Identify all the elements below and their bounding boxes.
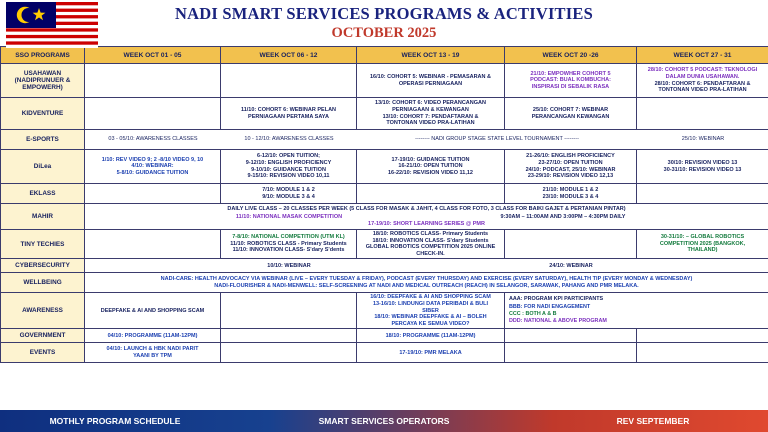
cell-awareness-w2 <box>221 293 357 329</box>
cell-kidventure-w3: 13/10: COHORT 6: VIDEO PERANCANGAN PERNIAGAAN & KEWANGAN 13/10: COHORT 7: PENDAFTARAN & TONTONAN VIDEO PRA-LATIHAN <box>357 98 505 130</box>
col-header-week3: WEEK OCT 13 - 19 <box>357 47 505 64</box>
cell-tiny-w1 <box>85 230 221 259</box>
col-header-sso: SSO PROGRAMS <box>1 47 85 64</box>
cell-government-w3: 18/10: PROGRAMME (11AM-12PM) <box>357 329 505 343</box>
cell-dilea-w3: 17-19/10: GUIDANCE TUITION 16-21/10: OPEN TUITION 16-22/10: REVISION VIDEO 11,12 <box>357 150 505 184</box>
cell-eklass-w1 <box>85 184 221 204</box>
col-header-week2: WEEK OCT 06 - 12 <box>221 47 357 64</box>
col-header-week4: WEEK OCT 20 -26 <box>505 47 637 64</box>
cell-cyber-right: 24/10: WEBINAR <box>549 262 593 269</box>
wellbeing-line-2: NADI-FLOURISHER & NADI-MENWELL: SELF-SCREENING AT NADI AND MEDICAL OUTREACH (REACH) IN SELANGOR, SARAWAK, PAHANG AND PMR MELAKA. <box>214 282 639 289</box>
cell-esports-w1: 03 - 05/10: AWARENESS CLASSES <box>108 136 198 143</box>
cell-esports-tournament: -------- NADI GROUP STAGE STATE LEVEL TOURNAMENT -------- <box>415 136 579 143</box>
table-header-row <box>1 47 768 64</box>
table-row <box>1 64 768 98</box>
row-label-esports: E-SPORTS <box>1 130 85 150</box>
cell-esports-all <box>85 130 768 150</box>
col-header-week1: WEEK OCT 01 - 05 <box>85 47 221 64</box>
cell-government-w4 <box>505 329 637 343</box>
title-line-2: OCTOBER 2025 <box>331 25 437 41</box>
table-row <box>1 130 768 150</box>
cell-events-w5 <box>637 343 768 363</box>
cell-awareness-w1: DEEPFAKE & AI AND SHOPPING SCAM <box>85 293 221 329</box>
cell-cyber-all <box>85 259 768 273</box>
footer-center: SMART SERVICES OPERATORS <box>318 416 450 426</box>
cell-cyber-left: 10/10: WEBINAR <box>267 262 311 269</box>
cell-eklass-w2: 7/10: MODULE 1 & 2 9/10: MODULE 3 & 4 <box>221 184 357 204</box>
wellbeing-line-1: NADI-CARE: HEALTH ADVOCACY VIA WEBINAR (LIVE – EVERY TUESDAY & FRIDAY), PODCAST (EVERY THURSDAY) AND EXERCISE (EVERY SATURDAY), HEALTH TIP (EVERY MONDAY & WEDNESDAY) <box>160 276 693 283</box>
cell-kidventure-w5 <box>637 98 768 130</box>
cell-mahir-all <box>85 204 768 230</box>
cell-dilea-w4: 21-26/10: ENGLISH PROFICIENCY 23-27/10: OPEN TUITION 24/10: PODCAST, 25/10: WEBINAR 23-29/10: REVISION VIDEO 12,13 <box>505 150 637 184</box>
cell-kidventure-w2: 11/10: COHORT 6: WEBINAR PELAN PERNIAGAAN PERTAMA SAYA <box>221 98 357 130</box>
mahir-banner-1: DAILY LIVE CLASS – 20 CLASSES PER WEEK (5 CLASS FOR MASAK & JAHIT, 4 CLASS FOR FOTO, 3 CLASS FOR BAIKI GAJET & PERTANIAN PINTAR) <box>227 206 626 213</box>
table-row <box>1 98 768 130</box>
document-footer <box>0 410 768 432</box>
mahir-banner-2-right: 9:30AM – 11:00AM AND 3:00PM – 4:30PM DAILY <box>500 213 626 220</box>
document-header <box>0 0 768 46</box>
cell-wellbeing-all <box>85 273 768 293</box>
row-label-dilea: DiLea <box>1 150 85 184</box>
schedule-table <box>0 46 768 363</box>
table-row <box>1 343 768 363</box>
cell-tiny-w5: 30-31/10: – GLOBAL ROBOTICS COMPETITION 2025 (BANGKOK, THAILAND) <box>637 230 768 259</box>
cell-kidventure-w4: 25/10: COHORT 7: WEBINAR PERANCANGAN KEWANGAN <box>505 98 637 130</box>
cell-esports-w2: 10 - 12/10: AWARENESS CLASSES <box>244 136 334 143</box>
row-label-cybersecurity: CYBERSECURITY <box>1 259 85 273</box>
footer-right: REV SEPTEMBER <box>616 416 690 426</box>
cell-usahawan-w1 <box>85 64 221 98</box>
cell-tiny-w2: 7-8/10: NATIONAL COMPETITION (UTM KL) 11/10: ROBOTICS CLASS - Primary Students 11/10: INNOVATION CLASS- S'dary S'dents <box>221 230 357 259</box>
cell-eklass-w5 <box>637 184 768 204</box>
table-row <box>1 184 768 204</box>
cell-eklass-w4: 21/10: MODULE 1 & 2 23/10: MODULE 3 & 4 <box>505 184 637 204</box>
cell-kidventure-w1 <box>85 98 221 130</box>
row-label-kidventure: KIDVENTURE <box>1 98 85 130</box>
row-label-events: EVENTS <box>1 343 85 363</box>
cell-events-w4 <box>505 343 637 363</box>
table-row <box>1 230 768 259</box>
cell-usahawan-w3: 16/10: COHORT 5: WEBINAR - PEMASARAN & OPERASI PERNIAGAAN <box>357 64 505 98</box>
cell-events-w1: 04/10: LAUNCH & HBK NADI PARIT YAANI BY TPM <box>85 343 221 363</box>
legend-block <box>505 293 768 329</box>
malaysia-flag-icon <box>6 2 98 48</box>
cell-government-w2 <box>221 329 357 343</box>
legend-bbb: BBB: FOR NADI ENGAGEMENT <box>509 303 591 310</box>
row-label-awareness: AWARENESS <box>1 293 85 329</box>
title-line-1: NADI SMART SERVICES PROGRAMS & ACTIVITIES <box>175 4 593 23</box>
cell-events-w2 <box>221 343 357 363</box>
cell-dilea-w1: 1/10: REV VIDEO 9; 2 -8/10 VIDEO 9, 10 4/10: WEBINAR: 5-8/10: GUIDANCE TUITION <box>85 150 221 184</box>
mahir-banner-2-left: 11/10: NATIONAL MASAK COMPETITION <box>235 213 343 220</box>
table-row <box>1 329 768 343</box>
table-row <box>1 259 768 273</box>
cell-dilea-w5: 30/10: REVISION VIDEO 13 30-31/10: REVISION VIDEO 13 <box>637 150 768 184</box>
table-row <box>1 293 768 329</box>
legend-aaa: AAA: PROGRAM KPI PARTICIPANTS <box>509 296 604 303</box>
legend-ccc: CCC : BOTH A & B <box>509 310 557 317</box>
mahir-banner-3: 17-19/10: SHORT LEARNING SERIES @ PMR <box>368 221 485 228</box>
cell-usahawan-w4: 21/10: EMPOWHER COHORT 5 PODCAST: BUAL KOMBUCHA: INSPIRASI DI SEBALIK RASA <box>505 64 637 98</box>
row-label-wellbeing: WELLBEING <box>1 273 85 293</box>
table-row <box>1 273 768 293</box>
table-row <box>1 204 768 230</box>
footer-left: MOTHLY PROGRAM SCHEDULE <box>49 416 181 426</box>
cell-events-w3: 17-19/10: PMR MELAKA <box>357 343 505 363</box>
table-row <box>1 150 768 184</box>
cell-usahawan-w2 <box>221 64 357 98</box>
cell-government-w1: 04/10: PROGRAMME (11AM-12PM) <box>85 329 221 343</box>
cell-usahawan-w5: 28/10: COHORT 5 PODCAST: TEKNOLOGI DALAM DUNIA USAHAWAN. 28/10: COHORT 6: PENDAFTARAN & TONTONAN VIDEO PRA-LATIHAN <box>637 64 768 98</box>
col-header-week5: WEEK OCT 27 - 31 <box>637 47 768 64</box>
legend-ddd: DDD: NATIONAL & ABOVE PROGRAM <box>509 318 607 325</box>
cell-dilea-w2: 6-12/10: OPEN TUITION; 9-12/10: ENGLISH PROFICIENCY 9-10/10: GUIDANCE TUITION 9-15/10: REVISION VIDEO 10,11 <box>221 150 357 184</box>
cell-eklass-w3 <box>357 184 505 204</box>
row-label-usahawan: USAHAWAN (NADIPRUNUER & EMPOWERH) <box>1 64 85 98</box>
cell-tiny-w4 <box>505 230 637 259</box>
cell-government-w5 <box>637 329 768 343</box>
page-title <box>0 0 768 42</box>
row-label-government: GOVERNMENT <box>1 329 85 343</box>
row-label-mahir: MAHIR <box>1 204 85 230</box>
row-label-tiny-techies: TINY TECHIES <box>1 230 85 259</box>
cell-awareness-w3: 16/10: DEEPFAKE & AI AND SHOPPING SCAM 13-16/10: LINDUNGI DATA PERIBADI & BULI SIBER 18/10: WEBINAR DEEPFAKE & AI – BOLEH PERCAYA KE SEMUA VIDEO? <box>357 293 505 329</box>
cell-tiny-w3: 18/10: ROBOTICS CLASS- Primary Students 18/10: INNOVATION CLASS- S'dary Students GLOBAL ROBOTICS COMPETITION 2025 ONLINE CHECK-IN. <box>357 230 505 259</box>
cell-esports-w5: 25/10: WEBINAR <box>681 136 725 143</box>
row-label-eklass: EKLASS <box>1 184 85 204</box>
